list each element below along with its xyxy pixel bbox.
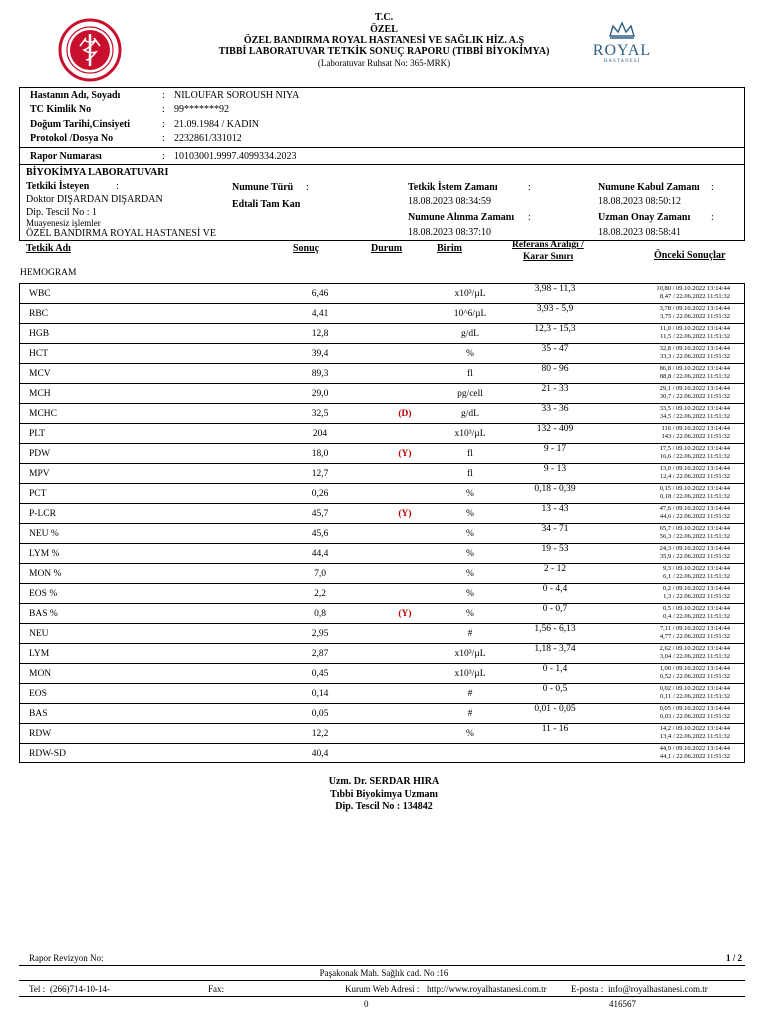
reference-range: 34 - 71 xyxy=(541,524,569,534)
unit: % xyxy=(466,589,474,599)
reference-range: 0 - 0,7 xyxy=(542,604,568,614)
header-line1: T.C. xyxy=(374,12,394,23)
test-name: RBC xyxy=(29,309,49,319)
status-flag: (Y) xyxy=(398,449,412,459)
test-name: BAS xyxy=(29,709,48,719)
unit: pg/cell xyxy=(457,389,483,399)
table-row xyxy=(19,703,745,723)
test-name: NEU xyxy=(29,629,49,639)
requester-dip: Dip. Tescil No : 1 xyxy=(26,207,98,218)
previous-result-1: 1,00 / 09.10.2022 13:14:44 xyxy=(659,665,730,672)
tel-label: Tel : xyxy=(29,984,46,994)
col-reference-1: Referans Aralığı / xyxy=(512,240,584,250)
table-row xyxy=(19,583,745,603)
col-previous: Önceki Sonuçlar xyxy=(654,250,726,261)
sampling-time-label: Numune Alınma Zamanı xyxy=(408,212,515,223)
unit: fl xyxy=(467,449,473,459)
previous-result-2: 0,4 / 22.06.2022 11:51:32 xyxy=(663,613,730,620)
patient-name-label: Hastanın Adı, Soyadı xyxy=(30,90,121,101)
col-result: Sonuç xyxy=(293,243,320,254)
result-value: 89,3 xyxy=(311,369,329,379)
request-time-label: Tetkik İstem Zamanı xyxy=(408,182,498,193)
previous-result-1: 0,5 / 09.10.2022 13:14:44 xyxy=(662,605,730,612)
unit: fl xyxy=(467,469,473,479)
unit: % xyxy=(466,529,474,539)
dob-value: 21.09.1984 / KADIN xyxy=(174,119,259,130)
table-row xyxy=(19,483,745,503)
previous-result-1: 11,0 / 09.10.2022 13:14:44 xyxy=(659,325,730,332)
approval-time-label: Uzman Onay Zamanı xyxy=(598,212,691,223)
result-value: 204 xyxy=(312,429,328,439)
previous-result-2: 3,04 / 22.06.2022 11:51:32 xyxy=(659,653,730,660)
table-row xyxy=(19,603,745,623)
col-reference-2: Karar Sınırı xyxy=(523,252,574,262)
table-row xyxy=(19,303,745,323)
previous-result-2: 30,7 / 22.06.2022 11:51:32 xyxy=(659,393,730,400)
unit: 10^6/µL xyxy=(453,309,487,319)
result-value: 12,2 xyxy=(311,729,329,739)
previous-result-1: 47,6 / 09.10.2022 13:14:44 xyxy=(659,505,730,512)
previous-result-1: 17,5 / 09.10.2022 13:14:44 xyxy=(659,445,730,452)
accept-time-label: Numune Kabul Zamanı xyxy=(598,182,700,193)
reference-range: 0,01 - 0,05 xyxy=(534,704,576,714)
result-value: 7,0 xyxy=(314,569,326,579)
previous-result-1: 86,8 / 09.10.2022 13:14:44 xyxy=(659,365,730,372)
previous-result-2: 13,4 / 22.06.2022 11:51:32 xyxy=(659,733,730,740)
previous-result-1: 0,2 / 09.10.2022 13:14:44 xyxy=(662,585,730,592)
previous-result-1: 9,3 / 09.10.2022 13:14:44 xyxy=(662,565,730,572)
previous-result-1: 116 / 09.10.2022 13:14:44 xyxy=(661,425,730,432)
previous-result-1: 10,80 / 09.10.2022 13:14:44 xyxy=(656,285,730,292)
previous-result-2: 0,18 / 22.06.2022 11:51:32 xyxy=(659,493,730,500)
result-value: 2,87 xyxy=(311,649,329,659)
test-name: MCH xyxy=(29,389,51,399)
table-row xyxy=(19,723,745,743)
unit: % xyxy=(466,569,474,579)
sample-type: Edtali Tam Kan xyxy=(232,199,301,210)
previous-result-1: 0,02 / 09.10.2022 13:14:44 xyxy=(659,685,730,692)
reference-range: 0 - 0,5 xyxy=(542,684,568,694)
unit: % xyxy=(466,489,474,499)
unit: x10³/µL xyxy=(454,669,486,679)
result-value: 44,4 xyxy=(311,549,329,559)
unit: g/dL xyxy=(461,329,479,339)
sampling-time: 18.08.2023 08:37:10 xyxy=(408,227,492,238)
tel-value: (266)714-10-14- xyxy=(50,984,110,994)
test-name: LYM % xyxy=(29,549,60,559)
result-value: 12,8 xyxy=(311,329,329,339)
requester-label: Tetkiki İsteyen xyxy=(26,181,90,192)
reference-range: 12,3 - 15,3 xyxy=(534,324,576,334)
test-name: MPV xyxy=(29,469,50,479)
table-row xyxy=(19,523,745,543)
table-row xyxy=(19,623,745,643)
reference-range: 13 - 43 xyxy=(541,504,569,514)
reference-range: 33 - 36 xyxy=(541,404,569,414)
hospital-name: ÖZEL BANDIRMA ROYAL HASTANESİ VE SAĞLIK HİZ. A.Ş xyxy=(243,35,525,46)
license-line: (Laboratuvar Ruhsat No: 365-MRK) xyxy=(317,58,451,68)
approval-time: 18.08.2023 08:58:41 xyxy=(598,227,682,238)
reference-range: 0 - 4,4 xyxy=(542,584,568,594)
web-label: Kurum Web Adresi : xyxy=(345,984,420,994)
reference-range: 9 - 13 xyxy=(543,464,567,474)
test-name: PLT xyxy=(29,429,46,439)
previous-result-2: 44,1 / 22.06.2022 11:51:32 xyxy=(659,753,730,760)
requester-hospital: ÖZEL BANDIRMA ROYAL HASTANESİ VE xyxy=(26,228,216,239)
test-name: MON % xyxy=(29,569,62,579)
test-name: RDW xyxy=(29,729,52,739)
requester-name: Doktor DIŞARDAN DIŞARDAN xyxy=(26,194,163,205)
footer-code-right: 416567 xyxy=(609,999,636,1009)
test-name: PDW xyxy=(29,449,51,459)
previous-result-2: 44,6 / 22.06.2022 11:51:32 xyxy=(659,513,730,520)
table-row xyxy=(19,423,745,443)
previous-result-1: 13,0 / 09.10.2022 13:14:44 xyxy=(659,465,730,472)
previous-result-2: 16,6 / 22.06.2022 11:51:32 xyxy=(659,453,730,460)
previous-result-2: 88,8 / 22.06.2022 11:51:32 xyxy=(659,373,730,380)
unit: % xyxy=(466,549,474,559)
previous-result-2: 12,4 / 22.06.2022 11:51:32 xyxy=(659,473,730,480)
result-value: 6,46 xyxy=(311,289,329,299)
lab-title: BİYOKİMYA LABORATUVARI xyxy=(26,167,169,178)
previous-result-1: 0,15 / 09.10.2022 13:14:44 xyxy=(659,485,730,492)
table-row xyxy=(19,743,745,763)
previous-result-1: 32,8 / 09.10.2022 13:14:44 xyxy=(659,345,730,352)
col-test-name: Tetkik Adı xyxy=(26,243,71,254)
previous-result-2: 1,3 / 22.06.2022 11:51:32 xyxy=(663,593,730,600)
previous-result-2: 11,5 / 22.06.2022 11:51:32 xyxy=(660,333,730,340)
table-row xyxy=(19,463,745,483)
table-row xyxy=(19,343,745,363)
test-name: P-LCR xyxy=(29,509,56,519)
dob-label: Doğum Tarihi,Cinsiyeti xyxy=(30,119,131,130)
reference-range: 9 - 17 xyxy=(543,444,567,454)
unit: x10³/µL xyxy=(454,289,486,299)
result-value: 2,95 xyxy=(311,629,329,639)
royal-logo-text: ROYAL xyxy=(592,42,652,59)
reference-range: 21 - 33 xyxy=(541,384,569,394)
result-value: 12,7 xyxy=(311,469,329,479)
result-value: 45,6 xyxy=(311,529,329,539)
reference-range: 1,56 - 6,13 xyxy=(534,624,576,634)
tc-label: TC Kimlik No xyxy=(30,104,92,115)
unit: # xyxy=(467,629,473,639)
col-unit: Birim xyxy=(437,243,462,254)
test-name: MON xyxy=(29,669,52,679)
previous-result-2: 143 / 22.06.2022 11:51:32 xyxy=(661,433,730,440)
result-value: 4,41 xyxy=(311,309,329,319)
previous-result-1: 7,11 / 09.10.2022 13:14:44 xyxy=(659,625,730,632)
previous-result-1: 24,3 / 09.10.2022 13:14:44 xyxy=(659,545,730,552)
group-hemogram: HEMOGRAM xyxy=(20,268,77,278)
previous-result-2: 33,3 / 22.06.2022 11:51:32 xyxy=(659,353,730,360)
reference-range: 1,18 - 3,74 xyxy=(534,644,576,654)
reference-range: 11 - 16 xyxy=(541,724,569,734)
result-value: 0,14 xyxy=(311,689,329,699)
test-name: MCV xyxy=(29,369,51,379)
report-title: TIBBİ LABORATUVAR TETKİK SONUÇ RAPORU (TIBBİ BİYOKİMYA) xyxy=(218,46,550,57)
accept-time: 18.08.2023 08:50:12 xyxy=(598,196,682,207)
test-name: LYM xyxy=(29,649,50,659)
result-value: 0,8 xyxy=(314,609,326,619)
table-row xyxy=(19,323,745,343)
result-value: 32,5 xyxy=(311,409,329,419)
unit: % xyxy=(466,729,474,739)
reference-range: 80 - 96 xyxy=(541,364,569,374)
result-value: 29,0 xyxy=(311,389,329,399)
signer-name: Uzm. Dr. SERDAR HIRA xyxy=(328,776,440,787)
signer-dip: Dip. Tescil No : 134842 xyxy=(335,801,433,812)
result-value: 2,2 xyxy=(314,589,326,599)
test-name: EOS xyxy=(29,689,47,699)
test-name: HCT xyxy=(29,349,48,359)
result-value: 0,26 xyxy=(311,489,329,499)
previous-result-1: 2,62 / 09.10.2022 13:14:44 xyxy=(659,645,730,652)
test-name: MCHC xyxy=(29,409,57,419)
header-line2: ÖZEL xyxy=(370,24,398,35)
previous-result-2: 34,5 / 22.06.2022 11:51:32 xyxy=(659,413,730,420)
status-flag: (Y) xyxy=(398,509,412,519)
result-value: 40,4 xyxy=(311,749,329,759)
previous-result-1: 0,05 / 09.10.2022 13:14:44 xyxy=(659,705,730,712)
test-name: RDW-SD xyxy=(29,749,66,759)
exam-type: Muayenesiz işlemler xyxy=(26,218,101,228)
result-value: 18,0 xyxy=(311,449,329,459)
test-name: NEU % xyxy=(29,529,59,539)
request-time: 18.08.2023 08:34:59 xyxy=(408,196,492,207)
email-label: E-posta : xyxy=(571,984,604,994)
table-row xyxy=(19,403,745,423)
reference-range: 0,18 - 0,39 xyxy=(534,484,576,494)
report-number: 10103001.9997.4099334.2023 xyxy=(174,151,297,162)
unit: % xyxy=(466,509,474,519)
royal-logo xyxy=(592,20,652,72)
revision-label: Rapor Revizyon No: xyxy=(29,953,104,963)
reference-range: 3,93 - 5,9 xyxy=(536,304,574,314)
previous-result-2: 35,9 / 22.06.2022 11:51:32 xyxy=(659,553,730,560)
footer-code-left: 0 xyxy=(364,999,369,1009)
table-row xyxy=(19,683,745,703)
test-name: WBC xyxy=(29,289,51,299)
previous-result-2: 0,11 / 22.06.2022 11:51:32 xyxy=(660,693,730,700)
previous-result-1: 44,9 / 09.10.2022 13:14:44 xyxy=(659,745,730,752)
reference-range: 2 - 12 xyxy=(543,564,567,574)
test-name: EOS % xyxy=(29,589,58,599)
unit: fl xyxy=(467,369,473,379)
previous-result-1: 3,78 / 09.10.2022 13:14:44 xyxy=(659,305,730,312)
page-number: 1 / 2 xyxy=(726,953,743,963)
result-value: 45,7 xyxy=(311,509,329,519)
tc-number: 99*******92 xyxy=(174,104,229,115)
reference-range: 132 - 409 xyxy=(536,424,574,434)
address: Paşakonak Mah. Sağlık cad. No :16 xyxy=(319,968,449,978)
table-row xyxy=(19,363,745,383)
previous-result-1: 14,2 / 09.10.2022 13:14:44 xyxy=(659,725,730,732)
test-name: HGB xyxy=(29,329,50,339)
reference-range: 19 - 53 xyxy=(541,544,569,554)
protocol-value: 2232861/331012 xyxy=(174,133,242,144)
table-row xyxy=(19,443,745,463)
table-row xyxy=(19,563,745,583)
previous-result-1: 33,5 / 09.10.2022 13:14:44 xyxy=(659,405,730,412)
reference-range: 35 - 47 xyxy=(541,344,569,354)
result-value: 39,4 xyxy=(311,349,329,359)
unit: x10³/µL xyxy=(454,649,486,659)
table-row xyxy=(19,283,745,303)
previous-result-2: 0,03 / 22.06.2022 11:51:32 xyxy=(659,713,730,720)
patient-name: NILOUFAR SOROUSH NIYA xyxy=(174,90,300,101)
test-name: BAS % xyxy=(29,609,58,619)
status-flag: (Y) xyxy=(398,609,412,619)
col-status: Durum xyxy=(371,243,403,254)
unit: x10³/µL xyxy=(454,429,486,439)
table-row xyxy=(19,503,745,523)
table-row xyxy=(19,383,745,403)
table-row xyxy=(19,643,745,663)
unit: % xyxy=(466,349,474,359)
previous-result-2: 56,3 / 22.06.2022 11:51:32 xyxy=(659,533,730,540)
reference-range: 0 - 1,4 xyxy=(542,664,568,674)
signer-title: Tıbbi Biyokimya Uzmanı xyxy=(330,789,438,800)
unit: # xyxy=(467,709,473,719)
previous-result-1: 65,7 / 09.10.2022 13:14:44 xyxy=(659,525,730,532)
table-row xyxy=(19,663,745,683)
previous-result-2: 4,77 / 22.06.2022 11:51:32 xyxy=(659,633,730,640)
previous-result-2: 6,1 / 22.06.2022 11:51:32 xyxy=(663,573,730,580)
previous-result-1: 29,1 / 09.10.2022 13:14:44 xyxy=(659,385,730,392)
email-link[interactable]: info@royalhastanesi.com.tr xyxy=(608,984,708,994)
sample-type-label: Numune Türü xyxy=(232,182,294,193)
previous-result-2: 8,47 / 22.06.2022 11:51:32 xyxy=(659,293,730,300)
unit: g/dL xyxy=(461,409,479,419)
previous-result-2: 3,75 / 22.06.2022 11:51:32 xyxy=(659,313,730,320)
test-name: PCT xyxy=(29,489,47,499)
unit: # xyxy=(467,689,473,699)
result-value: 0,05 xyxy=(311,709,329,719)
unit: % xyxy=(466,609,474,619)
reference-range: 3,98 - 11,3 xyxy=(534,284,576,294)
royal-logo-subtext: HASTANESİ xyxy=(603,59,641,64)
web-link[interactable]: http://www.royalhastanesi.com.tr xyxy=(427,984,547,994)
protocol-label: Protokol /Dosya No xyxy=(30,133,114,144)
previous-result-2: 0,52 / 22.06.2022 11:51:32 xyxy=(659,673,730,680)
fax-label: Fax: xyxy=(208,984,225,994)
result-value: 0,45 xyxy=(311,669,329,679)
table-row xyxy=(19,543,745,563)
status-flag: (D) xyxy=(398,409,412,419)
report-number-label: Rapor Numarası xyxy=(30,151,102,162)
